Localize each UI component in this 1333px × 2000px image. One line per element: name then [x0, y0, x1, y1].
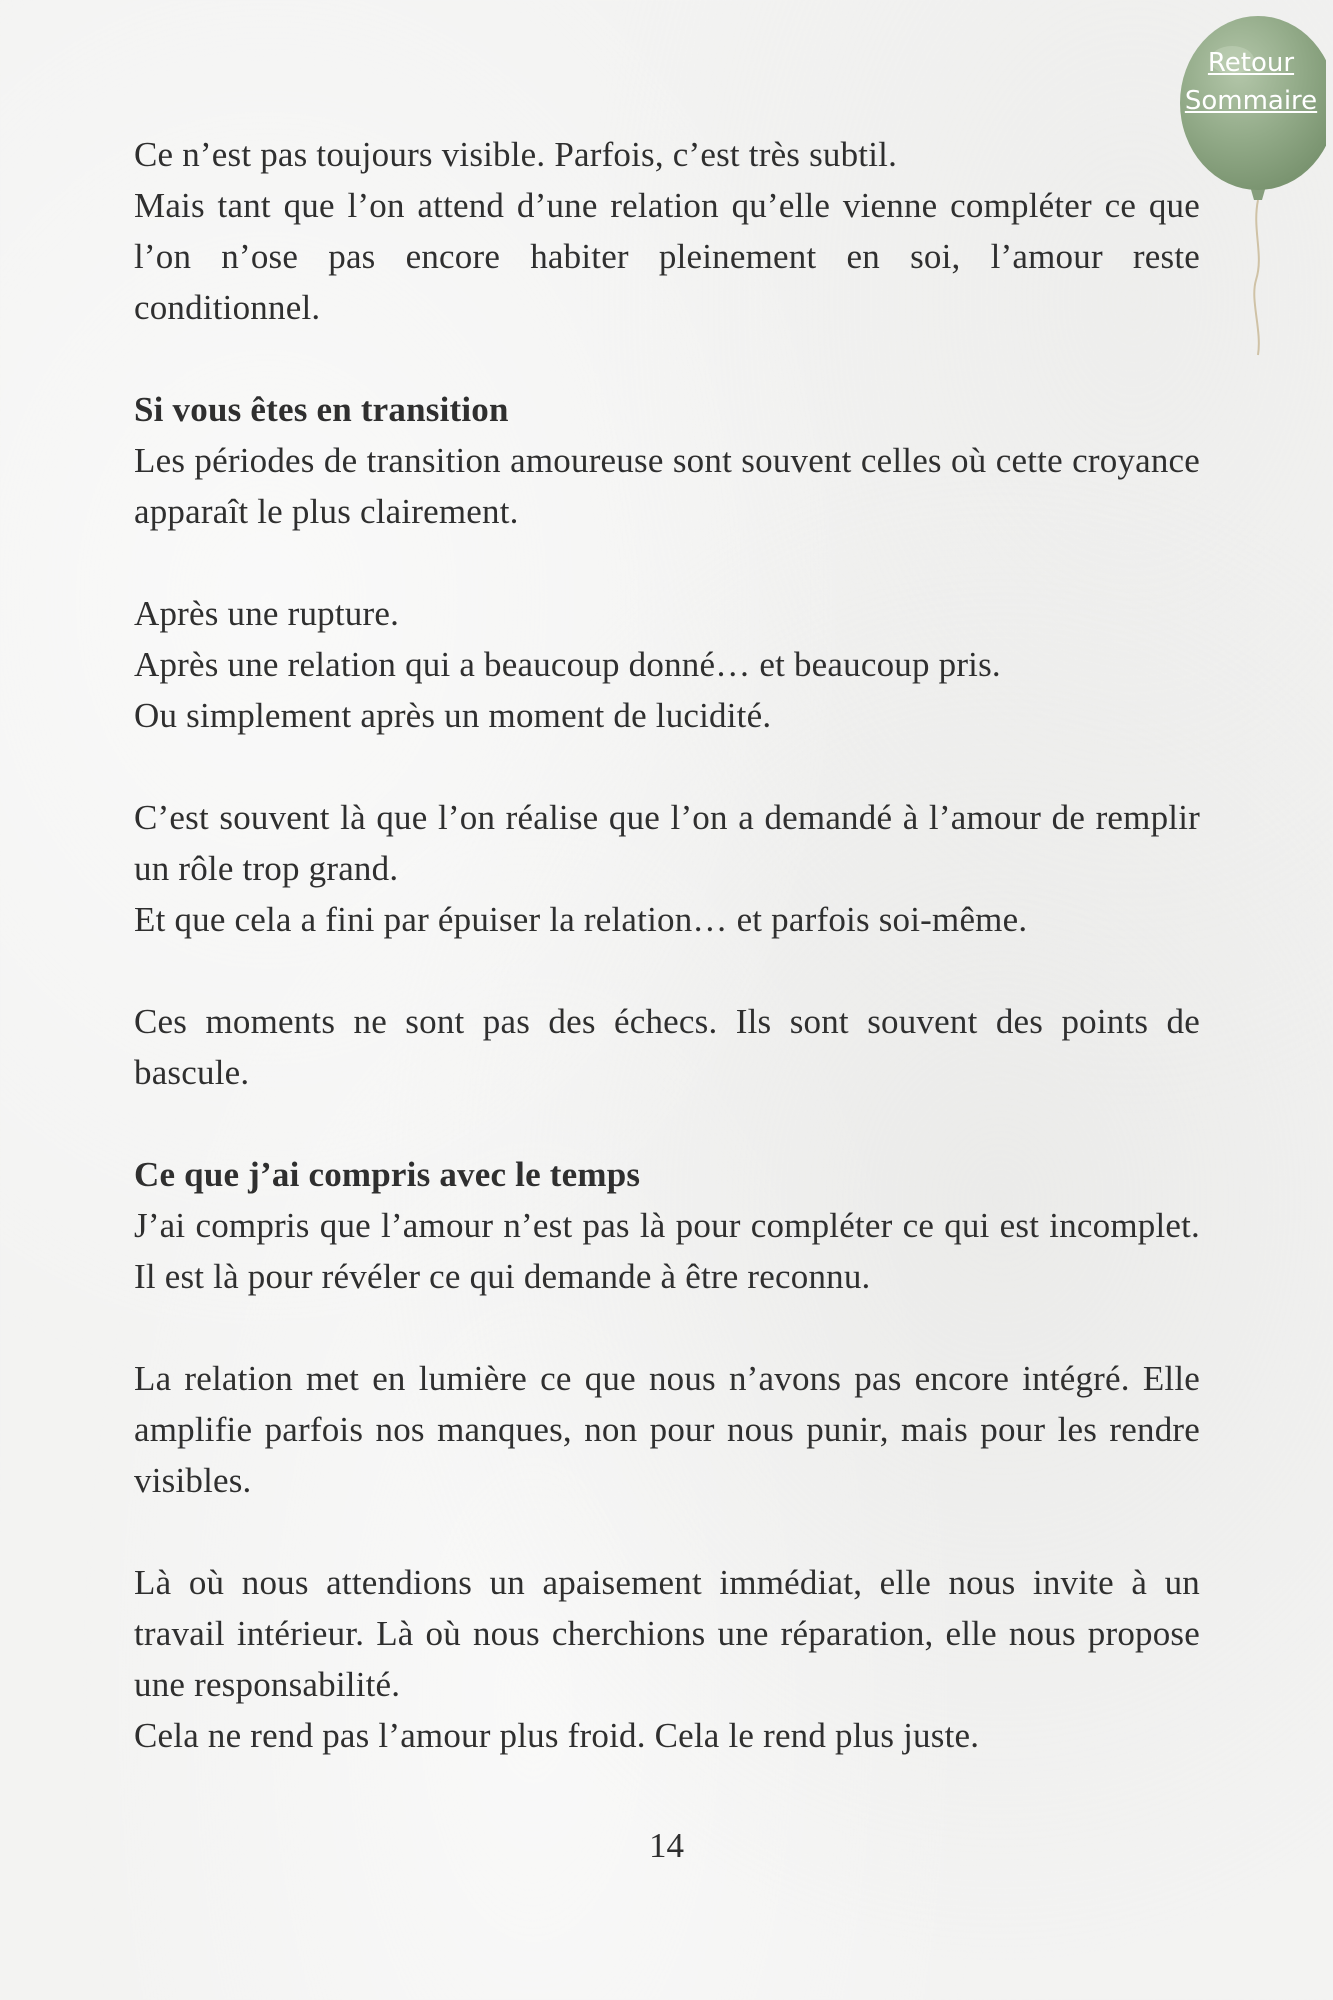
paragraph-7: La relation met en lumière ce que nous n’avons pas encore intégré. Elle amplifie parfois nos manques, non pour nous punir, mais pour les rendre visibles.: [134, 1359, 1200, 1500]
paragraph-8-last-line: Cela ne rend pas l’amour plus froid. Cela le rend plus juste.: [134, 1716, 980, 1755]
paragraph-4: C’est souvent là que l’on réalise que l’on a demandé à l’amour de remplir un rôle trop grand.: [134, 798, 1200, 888]
paragraph-5: Ces moments ne sont pas des échecs. Ils sont souvent des points de bascule.: [134, 1002, 1200, 1092]
section-heading-understood: Ce que j’ai compris avec le temps: [134, 1155, 641, 1194]
paragraph-8: Là où nous attendions un apaisement immédiat, elle nous invite à un travail intérieur. Là où nous cherchions une réparation, elle nous propose une responsabilité.: [134, 1563, 1200, 1704]
paragraph-1: Mais tant que l’on attend d’une relation qu’elle vienne compléter ce que l’on n’ose pas encore habiter pleinement en soi, l’amour reste conditionnel.: [134, 186, 1200, 327]
return-link-line2[interactable]: Sommaire: [1184, 86, 1318, 116]
paragraph-3-line-1: Après une rupture.: [134, 594, 400, 633]
paragraph-6: J’ai compris que l’amour n’est pas là pour compléter ce qui est incomplet. Il est là pour révéler ce qui demande à être reconnu.: [134, 1206, 1200, 1296]
return-to-contents-link[interactable]: [1166, 44, 1333, 120]
paragraph-3-line-3: Ou simplement après un moment de lucidité.: [134, 696, 772, 735]
paragraph-2: Les périodes de transition amoureuse sont souvent celles où cette croyance apparaît le plus clairement.: [134, 441, 1200, 531]
section-heading-transition: Si vous êtes en transition: [134, 390, 509, 429]
paragraph-1-line-1: Ce n’est pas toujours visible. Parfois, c’est très subtil.: [134, 135, 898, 174]
body-text: [134, 129, 1200, 1761]
return-link-line1[interactable]: Retour: [1207, 48, 1295, 78]
paragraph-3-line-2: Après une relation qui a beaucoup donné… et beaucoup pris.: [134, 645, 1001, 684]
page-number: 14: [649, 1826, 684, 1865]
paragraph-4-line-3: Et que cela a fini par épuiser la relation… et parfois soi-même.: [134, 900, 1028, 939]
